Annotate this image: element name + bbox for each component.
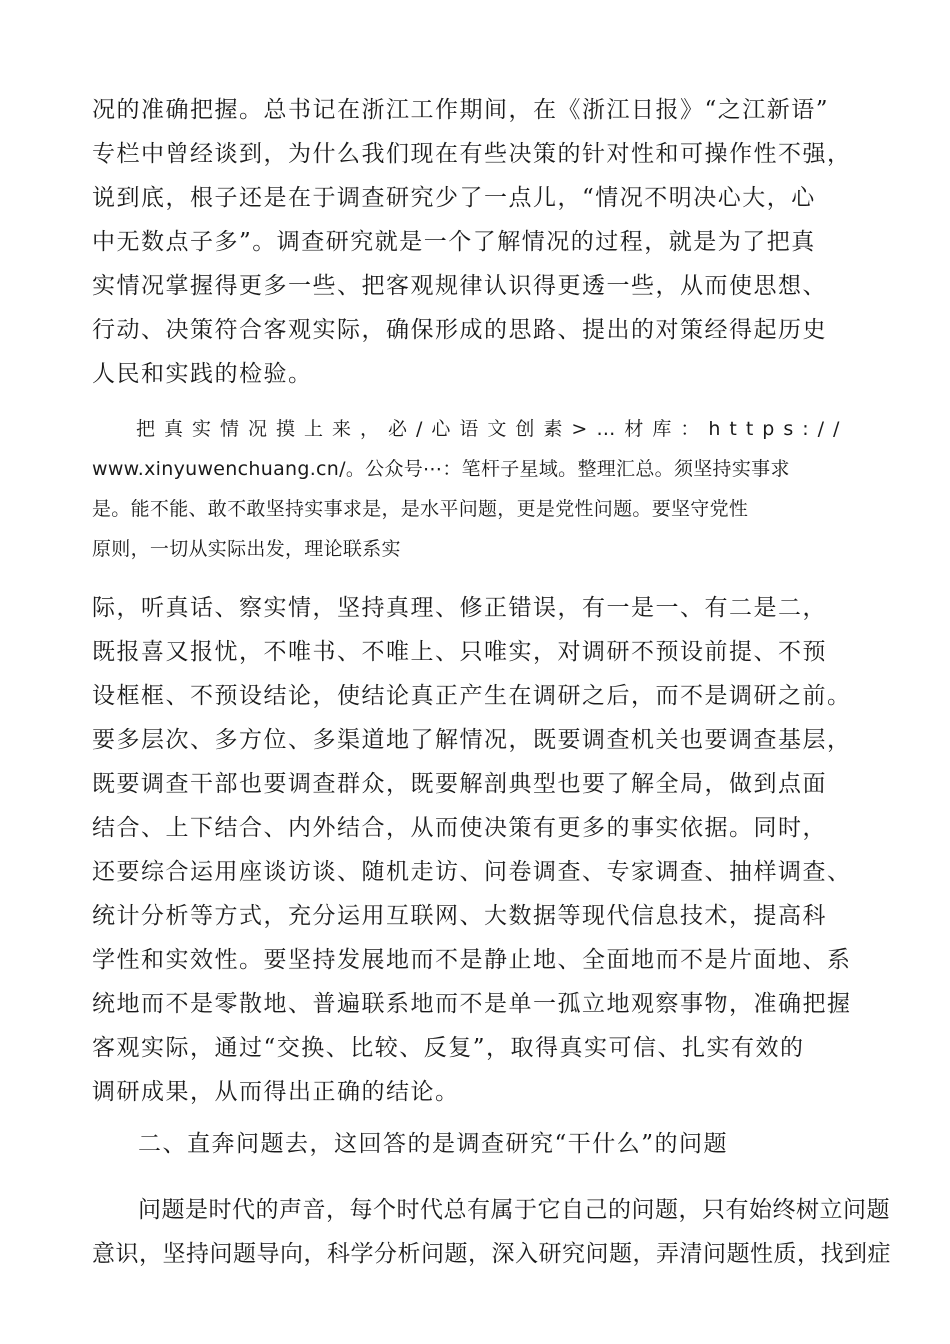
- text-line: 问题是时代的声音，每个时代总有属于它自己的问题，只有始终树立问题: [138, 1197, 890, 1223]
- text-line: 结合、上下结合、内外结合，从而使决策有更多的事实依据。同时，: [92, 815, 827, 841]
- text-line: 实情况掌握得更多一些、把客观规律认识得更透一些，从而使思想、: [92, 273, 827, 299]
- text-line: 况的准确把握。总书记在浙江工作期间，在《浙江日报》“之江新语”: [92, 97, 830, 123]
- paragraph-4: [92, 1188, 892, 1276]
- text-line: www.xinyuwenchuang.cn/。公众号⋯：笔杆子星域。整理汇总。须坚持实事求: [92, 458, 790, 480]
- text-line: 既报喜又报忧，不唯书、不唯上、只唯实，对调研不预设前提、不预: [92, 639, 827, 665]
- text-line: 把真实情况摸上来，必/心语文创素>…材库：https://: [136, 418, 849, 440]
- text-line: 统计分析等方式，充分运用互联网、大数据等现代信息技术，提高科: [92, 903, 827, 929]
- text-line: 设框框、不预设结论，使结论真正产生在调研之后，而不是调研之前。: [92, 683, 852, 709]
- text-line: 学性和实效性。要坚持发展地而不是静止地、全面地而不是片面地、系: [92, 947, 852, 973]
- text-line: 说到底，根子还是在于调查研究少了一点儿，“情况不明决心大，心: [92, 185, 816, 211]
- text-line: 际，听真话、察实情，坚持真理、修正错误，有一是一、有二是二，: [92, 595, 827, 621]
- text-line: 还要综合运用座谈访谈、随机走访、问卷调查、专家调查、抽样调查、: [92, 859, 852, 885]
- paragraph-3: [92, 586, 892, 1114]
- section-heading: [92, 1122, 892, 1166]
- text-line: 统地而不是零散地、普遍联系地而不是单一孤立地观察事物，准确把握: [92, 991, 852, 1017]
- text-line: 既要调查干部也要调查群众，既要解剖典型也要了解全局，做到点面: [92, 771, 827, 797]
- paragraph-1: [92, 88, 892, 396]
- text-line: 调研成果，从而得出正确的结论。: [92, 1079, 460, 1105]
- paragraph-2: [92, 409, 892, 569]
- text-line: 行动、决策符合客观实际，确保形成的思路、提出的对策经得起历史: [92, 317, 827, 343]
- text-line: 中无数点子多”。调查研究就是一个了解情况的过程，就是为了把真: [92, 229, 816, 255]
- text-line: 客观实际，通过“交换、比较、反复”，取得真实可信、扎实有效的: [92, 1035, 805, 1061]
- text-line: 意识，坚持问题导向，科学分析问题，深入研究问题，弄清问题性质，找到症: [92, 1241, 891, 1267]
- heading-text: 二、直奔问题去，这回答的是调查研究“干什么”的问题: [138, 1131, 729, 1157]
- text-line: 专栏中曾经谈到，为什么我们现在有些决策的针对性和可操作性不强，: [92, 141, 852, 167]
- text-line: 人民和实践的检验。: [92, 361, 313, 387]
- text-line: 要多层次、多方位、多渠道地了解情况，既要调查机关也要调查基层，: [92, 727, 852, 753]
- text-line: 原则，一切从实际出发，理论联系实: [92, 538, 401, 560]
- text-line: 是。能不能、敢不敢坚持实事求是，是水平问题，更是党性问题。要坚守党性: [92, 498, 749, 520]
